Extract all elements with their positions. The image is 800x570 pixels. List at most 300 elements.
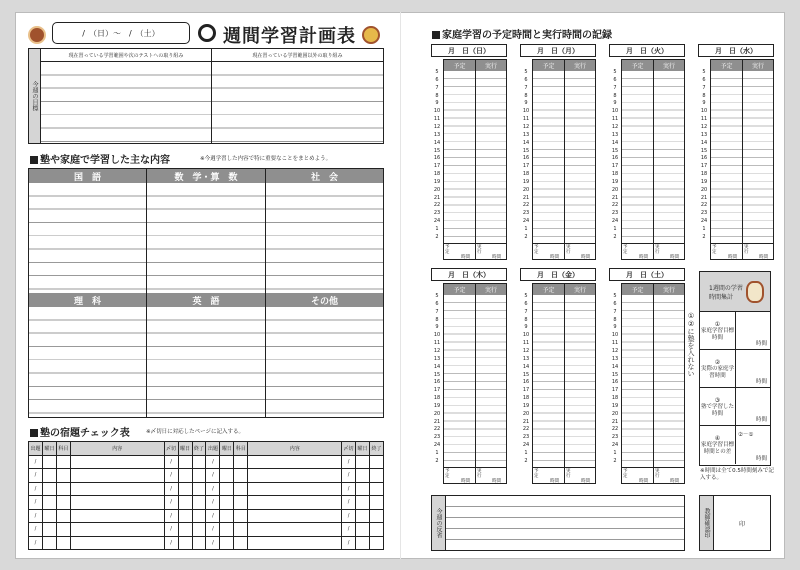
bullet-square-icon: [432, 31, 440, 39]
hour-label: 14: [433, 363, 441, 370]
plan-time-column[interactable]: [444, 71, 476, 243]
weekly-summary-item: [700, 388, 770, 426]
table-row: [29, 523, 384, 537]
hour-label: 8: [613, 92, 617, 99]
day-date-header[interactable]: 月 日（水）: [698, 44, 774, 57]
homework-cell[interactable]: [42, 455, 56, 469]
total-actual-unit: 時間: [670, 479, 679, 484]
hour-label: 15: [522, 147, 530, 154]
homework-cell[interactable]: [192, 482, 206, 496]
hour-label: 24: [611, 218, 619, 225]
hour-label: 18: [611, 395, 619, 402]
hour-label: 19: [433, 402, 441, 409]
item-number: ①: [714, 320, 721, 328]
homework-cell[interactable]: /: [164, 469, 178, 483]
daily-total-row: [533, 467, 595, 483]
homework-cell[interactable]: [220, 482, 234, 496]
hour-label: 20: [522, 410, 530, 417]
hour-column: [520, 295, 532, 467]
homework-cell[interactable]: [192, 509, 206, 523]
actual-time-column[interactable]: [565, 71, 595, 243]
homework-cell[interactable]: [370, 482, 384, 496]
homework-cell[interactable]: [220, 496, 234, 510]
english-notes[interactable]: [147, 307, 266, 417]
actual-header: 実行: [565, 284, 595, 295]
homework-cell[interactable]: [248, 496, 342, 510]
hour-label: 5: [702, 69, 706, 75]
hour-label: 5: [524, 293, 528, 299]
actual-header: 実行: [476, 60, 506, 71]
homework-cell[interactable]: [356, 455, 370, 469]
homework-cell[interactable]: [356, 496, 370, 510]
hour-label: 10: [522, 108, 530, 115]
homework-cell[interactable]: [178, 496, 192, 510]
homework-cell[interactable]: /: [206, 536, 220, 550]
homework-cell[interactable]: /: [206, 469, 220, 483]
hour-label: 17: [522, 387, 530, 394]
daily-total-row: [622, 243, 684, 259]
hour-label: 23: [700, 210, 708, 217]
plan-time-column[interactable]: [533, 295, 565, 467]
hw-header-content: 内容: [70, 442, 164, 456]
item-value-field[interactable]: [737, 388, 770, 426]
homework-cell[interactable]: [248, 523, 342, 537]
bullet-square-icon: [30, 429, 38, 437]
homework-cell[interactable]: [234, 455, 248, 469]
hour-label: 6: [613, 300, 617, 307]
hw-header-deadline: 〆切: [342, 442, 356, 456]
subject-math-header: 数 学・算 数: [147, 169, 266, 183]
actual-header: 実行: [654, 284, 684, 295]
homework-cell[interactable]: /: [206, 455, 220, 469]
time-grid: [443, 59, 507, 260]
homework-cell[interactable]: [356, 536, 370, 550]
subject-japanese-header: 国 語: [29, 169, 147, 183]
plan-time-column[interactable]: [533, 71, 565, 243]
total-divider: [475, 468, 476, 484]
hw-header-issued: 出題: [29, 442, 43, 456]
total-plan-label: 予定: [623, 245, 628, 255]
hour-label: 22: [522, 202, 530, 209]
panda-illustration: [198, 24, 216, 42]
hour-label: 10: [433, 108, 441, 115]
homework-cell[interactable]: [56, 523, 70, 537]
hour-label: 21: [433, 194, 441, 201]
homework-cell[interactable]: /: [342, 455, 356, 469]
hour-label: 2: [613, 233, 617, 240]
homework-cell[interactable]: [248, 469, 342, 483]
homework-cell[interactable]: [356, 469, 370, 483]
total-plan-unit: 時間: [461, 479, 470, 484]
homework-cell[interactable]: /: [29, 469, 43, 483]
homework-cell[interactable]: [248, 509, 342, 523]
day-date-header[interactable]: 月 日（日）: [431, 44, 507, 57]
plan-header: 予定: [711, 60, 743, 71]
homework-cell[interactable]: /: [206, 496, 220, 510]
hour-label: 13: [522, 131, 530, 138]
total-plan-label: 予定: [623, 469, 628, 479]
actual-time-column[interactable]: [476, 71, 506, 243]
item-value-field[interactable]: [737, 350, 770, 388]
page-title: 週間学習計画表: [223, 26, 356, 47]
date-range-box[interactable]: / （日）～ / （土）: [52, 22, 190, 44]
total-divider: [475, 244, 476, 260]
teacher-stamp-label: 教師確認印: [700, 496, 714, 550]
time-grid: [710, 59, 774, 260]
homework-cell[interactable]: [56, 509, 70, 523]
hour-label: 7: [613, 84, 617, 91]
homework-cell[interactable]: [370, 536, 384, 550]
hour-label: 1: [613, 226, 617, 232]
homework-cell[interactable]: [370, 523, 384, 537]
homework-cell[interactable]: [70, 536, 164, 550]
homework-cell[interactable]: [356, 509, 370, 523]
plan-time-column[interactable]: [622, 71, 654, 243]
homework-cell[interactable]: /: [342, 482, 356, 496]
homework-note: ※〆切日に対応したページに記入する。: [146, 429, 244, 435]
homework-cell[interactable]: [178, 523, 192, 537]
homework-cell[interactable]: [234, 496, 248, 510]
hour-label: 19: [611, 402, 619, 409]
homework-cell[interactable]: [234, 509, 248, 523]
day-date-header[interactable]: 月 日（木）: [431, 268, 507, 281]
item-value-field[interactable]: [737, 312, 770, 350]
homework-cell[interactable]: /: [164, 482, 178, 496]
homework-cell[interactable]: /: [164, 496, 178, 510]
total-actual-label: 実行: [744, 245, 749, 255]
hour-label: 12: [611, 347, 619, 354]
homework-cell[interactable]: /: [29, 455, 43, 469]
item-unit: 時間: [755, 341, 767, 347]
plan-header: 予定: [622, 60, 654, 71]
homework-cell[interactable]: [178, 455, 192, 469]
item-label: 塾で学習した時間: [700, 403, 734, 417]
total-actual-label: 実行: [477, 469, 482, 479]
actual-time-column[interactable]: [654, 295, 684, 467]
plan-header: 予定: [622, 284, 654, 295]
homework-cell[interactable]: /: [164, 509, 178, 523]
hw-header-subject: 科目: [234, 442, 248, 456]
table-row: [29, 536, 384, 550]
homework-cell[interactable]: [70, 496, 164, 510]
hw-header-issued: 出題: [206, 442, 220, 456]
homework-cell[interactable]: /: [342, 509, 356, 523]
reflection-box: [431, 495, 685, 551]
total-plan-label: 予定: [534, 469, 539, 479]
homework-cell[interactable]: [56, 455, 70, 469]
homework-cell[interactable]: /: [342, 469, 356, 483]
total-plan-unit: 時間: [728, 255, 737, 260]
item-label: 家庭学習目標時間: [700, 327, 734, 341]
homework-cell[interactable]: [70, 455, 164, 469]
homework-cell[interactable]: [220, 536, 234, 550]
homework-cell[interactable]: [220, 523, 234, 537]
subject-english-header: 英 語: [147, 293, 266, 307]
reflection-label: 今週の反省: [432, 496, 446, 550]
hour-label: 9: [435, 100, 439, 107]
hour-label: 2: [435, 457, 439, 464]
hour-label: 7: [702, 84, 706, 91]
hour-label: 7: [524, 84, 528, 91]
homework-cell[interactable]: [42, 523, 56, 537]
hour-label: 23: [522, 210, 530, 217]
hour-label: 16: [611, 379, 619, 386]
hw-header-deadline: 〆切: [164, 442, 178, 456]
study-note: ※今週学習した内容で特に重要なことをまとめよう。: [200, 156, 332, 162]
plan-time-column[interactable]: [711, 71, 743, 243]
item-label: 実際の家庭学習時間: [700, 365, 734, 379]
hour-label: 14: [611, 139, 619, 146]
item-label-box: [700, 388, 736, 426]
actual-time-column[interactable]: [743, 71, 773, 243]
homework-cell[interactable]: [234, 482, 248, 496]
homework-cell[interactable]: [234, 523, 248, 537]
hour-label: 17: [433, 387, 441, 394]
hour-label: 5: [613, 293, 617, 299]
homework-cell[interactable]: [234, 536, 248, 550]
homework-cell[interactable]: [220, 455, 234, 469]
hour-label: 19: [611, 178, 619, 185]
goals-col1-lines[interactable]: [41, 62, 212, 143]
homework-cell[interactable]: [356, 523, 370, 537]
day-record-panel: [520, 268, 596, 484]
day-date-header[interactable]: 月 日（月）: [520, 44, 596, 57]
homework-cell[interactable]: [70, 482, 164, 496]
hour-label: 14: [611, 363, 619, 370]
homework-cell[interactable]: [192, 536, 206, 550]
hour-label: 19: [522, 402, 530, 409]
math-notes[interactable]: [147, 183, 266, 293]
hour-label: 16: [700, 155, 708, 162]
hour-label: 1: [524, 226, 528, 232]
homework-cell[interactable]: /: [29, 509, 43, 523]
homework-cell[interactable]: /: [206, 482, 220, 496]
hour-label: 12: [522, 123, 530, 130]
hour-label: 1: [613, 450, 617, 456]
daily-total-row: [444, 243, 506, 259]
teacher-stamp-box: [699, 495, 771, 551]
hour-label: 20: [700, 186, 708, 193]
homework-cell[interactable]: [178, 509, 192, 523]
homework-cell[interactable]: [42, 509, 56, 523]
table-row: [29, 496, 384, 510]
hour-label: 12: [611, 123, 619, 130]
homework-cell[interactable]: /: [164, 523, 178, 537]
hour-label: 11: [611, 340, 619, 347]
reflection-input[interactable]: [446, 496, 684, 550]
hour-label: 18: [700, 171, 708, 178]
daily-total-row: [622, 467, 684, 483]
homework-cell[interactable]: /: [206, 509, 220, 523]
actual-header: 実行: [565, 60, 595, 71]
item-value-field[interactable]: [737, 426, 770, 464]
homework-cell[interactable]: [178, 482, 192, 496]
hour-label: 14: [433, 139, 441, 146]
total-actual-unit: 時間: [581, 479, 590, 484]
homework-cell[interactable]: [370, 469, 384, 483]
subject-science-header: 理 科: [29, 293, 147, 307]
hour-label: 12: [700, 123, 708, 130]
social-notes[interactable]: [266, 183, 383, 293]
homework-cell[interactable]: [70, 509, 164, 523]
homework-cell[interactable]: [56, 536, 70, 550]
hour-label: 5: [435, 293, 439, 299]
table-row: [29, 482, 384, 496]
homework-cell[interactable]: /: [29, 536, 43, 550]
homework-cell[interactable]: [356, 482, 370, 496]
hw-header-weekday: 曜日: [42, 442, 56, 456]
plan-time-column[interactable]: [444, 295, 476, 467]
item-formula: ②－①: [738, 432, 754, 438]
teacher-stamp-area[interactable]: 印: [738, 520, 745, 528]
hour-label: 15: [433, 147, 441, 154]
homework-cell[interactable]: [56, 469, 70, 483]
time-grid: [443, 283, 507, 484]
goals-side-label: 今週の目標: [29, 49, 41, 143]
total-divider: [653, 468, 654, 484]
hour-label: 2: [613, 457, 617, 464]
item-number: ③: [714, 396, 721, 404]
homework-cell[interactable]: /: [342, 523, 356, 537]
weekly-time-note: ※時間は全て0.5時間刻みで記入する。: [700, 468, 774, 481]
weekly-summary-title: 1週間の学習時間集計: [709, 284, 743, 301]
homework-cell[interactable]: /: [29, 496, 43, 510]
hour-label: 14: [522, 139, 530, 146]
homework-cell[interactable]: [42, 536, 56, 550]
homework-cell[interactable]: [178, 469, 192, 483]
day-date-header[interactable]: 月 日（火）: [609, 44, 685, 57]
homework-cell[interactable]: [248, 482, 342, 496]
hour-label: 2: [524, 457, 528, 464]
weekly-side-note: ①②に塾を入れない: [687, 312, 695, 377]
homework-cell[interactable]: [70, 523, 164, 537]
homework-cell[interactable]: [248, 455, 342, 469]
hour-label: 15: [433, 371, 441, 378]
homework-cell[interactable]: [370, 455, 384, 469]
plan-time-column[interactable]: [622, 295, 654, 467]
hour-column: [609, 295, 621, 467]
homework-cell[interactable]: [192, 469, 206, 483]
homework-cell[interactable]: [56, 482, 70, 496]
homework-cell[interactable]: /: [29, 523, 43, 537]
homework-cell[interactable]: [370, 496, 384, 510]
hour-label: 14: [700, 139, 708, 146]
actual-header: 実行: [654, 60, 684, 71]
goals-col2-lines[interactable]: [212, 62, 383, 143]
homework-cell[interactable]: [192, 523, 206, 537]
homework-cell[interactable]: /: [29, 482, 43, 496]
hour-label: 7: [435, 84, 439, 91]
subject-social-header: 社 会: [266, 169, 383, 183]
science-notes[interactable]: [29, 307, 147, 417]
total-actual-unit: 時間: [492, 255, 501, 260]
hw-header-weekday: 曜日: [356, 442, 370, 456]
hour-label: 7: [524, 308, 528, 315]
hour-label: 22: [433, 202, 441, 209]
actual-time-column[interactable]: [476, 295, 506, 467]
hour-label: 24: [522, 218, 530, 225]
hour-label: 16: [522, 155, 530, 162]
homework-cell[interactable]: /: [342, 536, 356, 550]
homework-check-table: [28, 441, 384, 550]
actual-time-column[interactable]: [565, 295, 595, 467]
table-row: [29, 455, 384, 469]
day-date-header[interactable]: 月 日（土）: [609, 268, 685, 281]
hour-label: 22: [522, 426, 530, 433]
homework-cell[interactable]: /: [164, 536, 178, 550]
homework-cell[interactable]: [220, 469, 234, 483]
other-notes[interactable]: [266, 307, 383, 417]
character-illustration-left: [28, 26, 46, 44]
hour-label: 15: [611, 147, 619, 154]
hour-label: 15: [611, 371, 619, 378]
hour-label: 11: [611, 116, 619, 123]
homework-cell[interactable]: /: [206, 523, 220, 537]
homework-cell[interactable]: [178, 536, 192, 550]
hour-label: 10: [522, 332, 530, 339]
homework-cell[interactable]: [42, 469, 56, 483]
weekly-summary-item: [700, 350, 770, 388]
hw-header-subject: 科目: [56, 442, 70, 456]
homework-cell[interactable]: [234, 469, 248, 483]
hour-label: 2: [435, 233, 439, 240]
hour-column: [431, 71, 443, 243]
hour-label: 12: [433, 347, 441, 354]
day-date-header[interactable]: 月 日（金）: [520, 268, 596, 281]
homework-cell[interactable]: [220, 509, 234, 523]
hour-label: 1: [435, 450, 439, 456]
hour-label: 18: [522, 395, 530, 402]
homework-cell[interactable]: /: [342, 496, 356, 510]
subject-other-header: その他: [266, 293, 383, 307]
hour-label: 15: [700, 147, 708, 154]
time-grid: [621, 283, 685, 484]
japanese-notes[interactable]: [29, 183, 147, 293]
plan-header: 予定: [444, 284, 476, 295]
hour-column: [609, 71, 621, 243]
hour-label: 13: [522, 355, 530, 362]
hour-label: 17: [611, 163, 619, 170]
homework-cell[interactable]: [42, 496, 56, 510]
homework-cell[interactable]: [192, 496, 206, 510]
hour-label: 8: [524, 316, 528, 323]
homework-cell[interactable]: [370, 509, 384, 523]
homework-cell[interactable]: /: [164, 455, 178, 469]
time-grid: [532, 283, 596, 484]
item-unit: 時間: [755, 456, 767, 462]
hour-label: 15: [522, 371, 530, 378]
hour-label: 13: [433, 355, 441, 362]
hour-label: 17: [433, 163, 441, 170]
total-plan-unit: 時間: [550, 255, 559, 260]
homework-cell[interactable]: [42, 482, 56, 496]
item-label-box: [700, 350, 736, 388]
hour-label: 9: [524, 324, 528, 331]
hour-label: 20: [611, 186, 619, 193]
homework-cell[interactable]: [70, 469, 164, 483]
homework-cell[interactable]: [56, 496, 70, 510]
homework-cell[interactable]: [192, 455, 206, 469]
hour-label: 9: [613, 324, 617, 331]
hour-label: 21: [522, 418, 530, 425]
item-unit: 時間: [755, 379, 767, 385]
hour-label: 16: [611, 155, 619, 162]
daily-total-row: [711, 243, 773, 259]
day-record-panel: [698, 44, 774, 260]
hour-label: 1: [524, 450, 528, 456]
homework-cell[interactable]: [248, 536, 342, 550]
actual-time-column[interactable]: [654, 71, 684, 243]
